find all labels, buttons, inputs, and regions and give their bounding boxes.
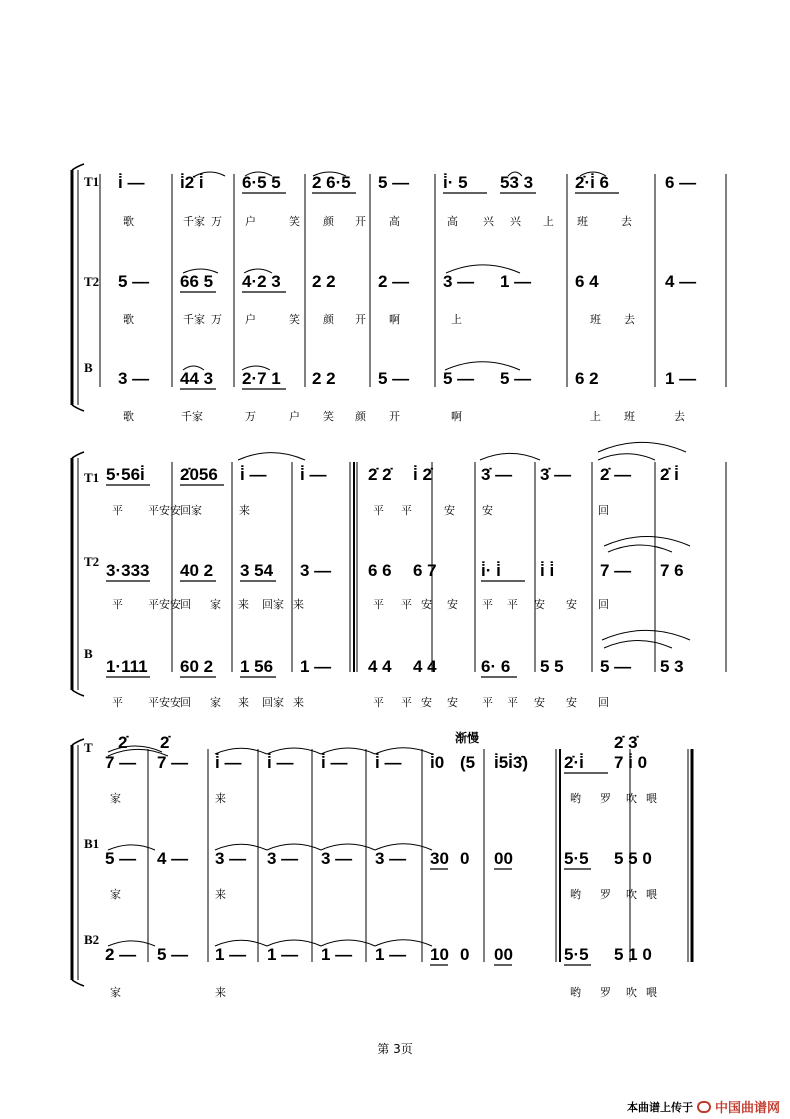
note-cell: 5 1 0 — [614, 945, 652, 964]
lyric-syllable: 兴 — [510, 215, 521, 228]
lyric-syllable: 班 — [577, 215, 588, 228]
note-cell: 1 — — [215, 945, 247, 964]
lyric-syllable: 回 — [598, 696, 609, 709]
note-cell: 2 2 — [312, 272, 336, 291]
part-label: B1 — [84, 836, 100, 851]
lyric-syllable: 平 — [401, 696, 412, 709]
lyric-syllable: 平 — [373, 504, 384, 517]
note-cell: 1 — — [500, 272, 532, 291]
note-cell: 1 — — [267, 945, 299, 964]
lyric-syllable: 家 — [110, 792, 121, 805]
note-cell: (5 — [460, 753, 476, 772]
lyric-syllable: 喂 — [646, 888, 657, 901]
note-cell: i̇· 5 — [443, 173, 468, 192]
lyric-syllable: 千家 — [183, 313, 205, 326]
bracket-hook-top — [72, 164, 84, 170]
lyric-syllable: 家 — [210, 696, 221, 709]
note-cell: 7 — — [157, 753, 189, 772]
note-cell: 40 2 — [180, 561, 214, 580]
note-cell: 6 7 — [413, 561, 437, 580]
lyric-syllable: 来 — [238, 696, 249, 709]
lyric-syllable: 去 — [624, 313, 635, 326]
lyric-syllable: 安 — [447, 696, 458, 709]
note-cell: 1 — — [321, 945, 353, 964]
lyric-syllable: 平 — [112, 504, 123, 517]
note-cell: 5 5 — [540, 657, 564, 676]
note-cell: 5 3 — [660, 657, 684, 676]
tempo-marking: 渐慢 — [455, 731, 480, 745]
note-cell: 3 — — [443, 272, 475, 291]
lyric-syllable: 上 — [451, 313, 462, 326]
note-cell: 3 — — [300, 561, 332, 580]
note-cell: 66 5 — [180, 272, 214, 291]
note-cell: 5 — — [378, 369, 410, 388]
lyric-syllable: 平安安 — [148, 696, 181, 709]
lyric-syllable: 高 — [389, 215, 400, 228]
lyric-syllable: 罗 — [600, 792, 611, 805]
upper-note: 2̇ — [160, 733, 170, 752]
lyric-syllable: 来 — [215, 986, 226, 999]
lyric-syllable: 啊 — [451, 410, 462, 423]
part-label: T — [84, 740, 93, 755]
note-cell: 6·5 5 — [242, 173, 281, 192]
bracket-hook-top — [72, 739, 84, 745]
note-cell: 30 — [430, 849, 449, 868]
note-cell: 2 6·5 — [312, 173, 351, 192]
note-cell: 10 — [430, 945, 449, 964]
lyric-syllable: 安 — [421, 696, 432, 709]
part-label: B — [84, 646, 93, 661]
note-cell: 4 4 — [413, 657, 437, 676]
lyric-syllable: 哟 — [570, 888, 581, 901]
lyric-syllable: 高 — [447, 215, 458, 228]
note-cell: i̇ — — [118, 173, 145, 192]
note-cell: 6 6 — [368, 561, 392, 580]
lyric-syllable: 喂 — [646, 792, 657, 805]
lyric-syllable: 平 — [482, 696, 493, 709]
upload-credit — [627, 1097, 780, 1116]
note-cell: 5 — — [500, 369, 532, 388]
slur-arc — [608, 545, 672, 552]
note-cell: 44 3 — [180, 369, 214, 388]
slur-arc — [602, 630, 690, 640]
note-cell: 3 — — [375, 849, 407, 868]
lyric-syllable: 来 — [238, 598, 249, 611]
part-label: B — [84, 360, 93, 375]
note-cell: 2 — — [378, 272, 410, 291]
site-logo-icon — [697, 1101, 711, 1113]
note-cell: 7 — — [600, 561, 632, 580]
lyric-syllable: 回 — [180, 598, 191, 611]
note-cell: i̇ 2̇ — [413, 465, 432, 484]
lyric-syllable: 班 — [590, 313, 601, 326]
lyric-syllable: 来 — [215, 888, 226, 901]
lyric-syllable: 上 — [543, 215, 554, 228]
lyric-syllable: 安 — [421, 598, 432, 611]
lyric-syllable: 安 — [444, 504, 455, 517]
lyric-syllable: 去 — [621, 215, 632, 228]
slur-arc — [598, 442, 686, 452]
lyric-syllable: 平安安 — [148, 598, 181, 611]
bracket-hook-bottom — [72, 405, 84, 411]
credit-text: 本曲谱上传于 — [626, 1100, 693, 1114]
note-cell: 1 — — [665, 369, 697, 388]
lyric-syllable: 平 — [507, 696, 518, 709]
lyric-syllable: 安 — [482, 504, 493, 517]
site-name: 中国曲谱网 — [714, 1101, 780, 1116]
note-cell: 2̇056 — [180, 465, 218, 484]
note-cell: 3·333 — [106, 561, 150, 580]
lyric-syllable: 平 — [482, 598, 493, 611]
part-label: T1 — [84, 174, 100, 189]
note-cell: 53 3 — [500, 173, 534, 192]
note-cell: 5·5 — [564, 849, 589, 868]
note-cell: 60 2 — [180, 657, 214, 676]
note-cell: 5·5 — [564, 945, 589, 964]
note-cell: 3 — — [267, 849, 299, 868]
part-label: T1 — [84, 470, 100, 485]
note-cell: 2̇ 2̇ — [368, 465, 392, 484]
note-cell: 7 i̇ 0 — [614, 753, 648, 772]
slur-arc — [598, 454, 655, 460]
lyric-syllable: 来 — [293, 598, 304, 611]
lyric-syllable: 来 — [239, 504, 250, 517]
lyric-syllable: 来 — [215, 792, 226, 805]
note-cell: 2̇·i̇ — [564, 753, 584, 772]
lyric-syllable: 回家 — [180, 504, 202, 517]
note-cell: 5·56i̇ — [106, 465, 145, 484]
note-cell: 3̇ — — [481, 465, 513, 484]
page-number: 第 3页 — [377, 1042, 413, 1056]
lyric-syllable: 歌 — [123, 313, 134, 326]
lyric-syllable: 万 — [211, 313, 222, 326]
note-cell: 5 — — [443, 369, 475, 388]
bracket-hook-top — [72, 452, 84, 458]
note-cell: 3 — — [215, 849, 247, 868]
part-label: B2 — [84, 932, 100, 947]
note-cell: 5 — — [157, 945, 189, 964]
lyric-syllable: 万 — [211, 215, 222, 228]
note-cell: 5 — — [118, 272, 150, 291]
lyric-syllable: 万 — [245, 410, 256, 423]
note-cell: 1 56 — [240, 657, 274, 676]
upper-note: 2̇ 3̇ — [614, 733, 638, 752]
lyric-syllable: 家 — [110, 986, 121, 999]
note-cell: 00 — [494, 849, 513, 868]
note-cell: 2 2 — [312, 369, 336, 388]
lyric-syllable: 安 — [447, 598, 458, 611]
note-cell: i̇ — — [321, 753, 348, 772]
lyric-syllable: 家 — [210, 598, 221, 611]
note-cell: 1 — — [375, 945, 407, 964]
note-cell: 7 6 — [660, 561, 684, 580]
lyric-syllable: 千家 — [181, 410, 203, 423]
lyric-syllable: 兴 — [483, 215, 494, 228]
lyric-syllable: 吹 — [626, 986, 637, 999]
note-cell: 7 — — [105, 753, 137, 772]
note-cell: i̇· i̇ — [481, 561, 501, 580]
lyric-syllable: 哟 — [570, 986, 581, 999]
note-cell: 6· 6 — [481, 657, 511, 676]
note-cell: 2̇ i̇ — [660, 465, 679, 484]
note-cell: i̇ — — [267, 753, 294, 772]
lyric-syllable: 平 — [373, 598, 384, 611]
lyric-syllable: 去 — [674, 410, 685, 423]
lyric-syllable: 回家 — [262, 598, 284, 611]
note-cell: i̇ — — [215, 753, 242, 772]
note-cell: 5 5 0 — [614, 849, 652, 868]
lyric-syllable: 平 — [401, 598, 412, 611]
lyric-syllable: 笑 — [289, 215, 300, 228]
lyric-syllable: 哟 — [570, 792, 581, 805]
part-label: T2 — [84, 554, 100, 569]
lyric-syllable: 平 — [373, 696, 384, 709]
part-label: T2 — [84, 274, 100, 289]
lyric-syllable: 户 — [245, 313, 256, 326]
note-cell: 00 — [494, 945, 513, 964]
lyric-syllable: 回家 — [262, 696, 284, 709]
note-cell: 6 2 — [575, 369, 599, 388]
note-cell: 0 — [460, 945, 470, 964]
note-cell: 6 — — [665, 173, 697, 192]
note-cell: 3̇ — — [540, 465, 572, 484]
lyric-syllable: 开 — [389, 410, 400, 423]
note-cell: 3 — — [118, 369, 150, 388]
slur-arc — [604, 641, 672, 648]
note-cell: i̇ — — [375, 753, 402, 772]
lyric-syllable: 来 — [293, 696, 304, 709]
note-cell: 4 — — [157, 849, 189, 868]
note-cell: 5 — — [600, 657, 632, 676]
note-cell: i̇ i̇ — [540, 561, 555, 580]
lyric-syllable: 平 — [507, 598, 518, 611]
lyric-syllable: 颜 — [323, 313, 334, 326]
slur-arc — [604, 537, 690, 546]
note-cell: 1·111 — [106, 657, 148, 676]
lyric-syllable: 户 — [245, 215, 256, 228]
note-cell: i̇ — — [300, 465, 327, 484]
lyric-syllable: 安 — [534, 598, 545, 611]
note-cell: i̇5i̇3̇) — [494, 753, 529, 772]
lyric-syllable: 回 — [598, 504, 609, 517]
bracket-hook-bottom — [72, 690, 84, 696]
upper-note: 2̇ — [118, 733, 128, 752]
lyric-syllable: 回 — [180, 696, 191, 709]
lyric-syllable: 家 — [110, 888, 121, 901]
lyric-syllable: 班 — [624, 410, 635, 423]
note-cell: i̇ — — [240, 465, 267, 484]
lyric-syllable: 回 — [598, 598, 609, 611]
note-cell: 2̇·i̇ 6 — [575, 173, 610, 192]
lyric-syllable: 平 — [112, 598, 123, 611]
note-cell: 4·2 3 — [242, 272, 281, 291]
note-cell: 5 — — [378, 173, 410, 192]
bracket-hook-bottom — [72, 980, 84, 986]
lyric-syllable: 千家 — [183, 215, 205, 228]
lyric-syllable: 安 — [566, 598, 577, 611]
note-cell: 1 — — [300, 657, 332, 676]
note-cell: 3 — — [321, 849, 353, 868]
lyric-syllable: 安 — [534, 696, 545, 709]
note-cell: 6 4 — [575, 272, 599, 291]
lyric-syllable: 笑 — [323, 410, 334, 423]
lyric-syllable: 罗 — [600, 986, 611, 999]
note-cell: 4 — — [665, 272, 697, 291]
lyric-syllable: 平 — [112, 696, 123, 709]
slur-arc — [238, 453, 305, 460]
note-cell: i̇0 — [430, 753, 445, 772]
lyric-syllable: 歌 — [123, 410, 134, 423]
lyric-syllable: 平 — [401, 504, 412, 517]
lyric-syllable: 颜 — [355, 410, 366, 423]
lyric-syllable: 吹 — [626, 792, 637, 805]
note-cell: i̇2̇ i̇ — [180, 173, 204, 192]
note-cell: 0 — [460, 849, 470, 868]
lyric-syllable: 上 — [590, 410, 601, 423]
lyric-syllable: 笑 — [289, 313, 300, 326]
lyric-syllable: 歌 — [123, 215, 134, 228]
lyric-syllable: 颜 — [323, 215, 334, 228]
note-cell: 3 54 — [240, 561, 274, 580]
lyric-syllable: 罗 — [600, 888, 611, 901]
lyric-syllable: 平安安 — [148, 504, 181, 517]
lyric-syllable: 喂 — [646, 986, 657, 999]
lyric-syllable: 安 — [566, 696, 577, 709]
lyric-syllable: 啊 — [389, 313, 400, 326]
note-cell: 5 — — [105, 849, 137, 868]
note-cell: 4 4 — [368, 657, 392, 676]
lyric-syllable: 户 — [289, 410, 300, 423]
note-cell: 2·7 1 — [242, 369, 281, 388]
lyric-syllable: 开 — [355, 215, 366, 228]
slur-arc — [480, 453, 540, 460]
lyric-syllable: 开 — [355, 313, 366, 326]
note-cell: 2 — — [105, 945, 137, 964]
note-cell: 2̇ — — [600, 465, 632, 484]
lyric-syllable: 吹 — [626, 888, 637, 901]
